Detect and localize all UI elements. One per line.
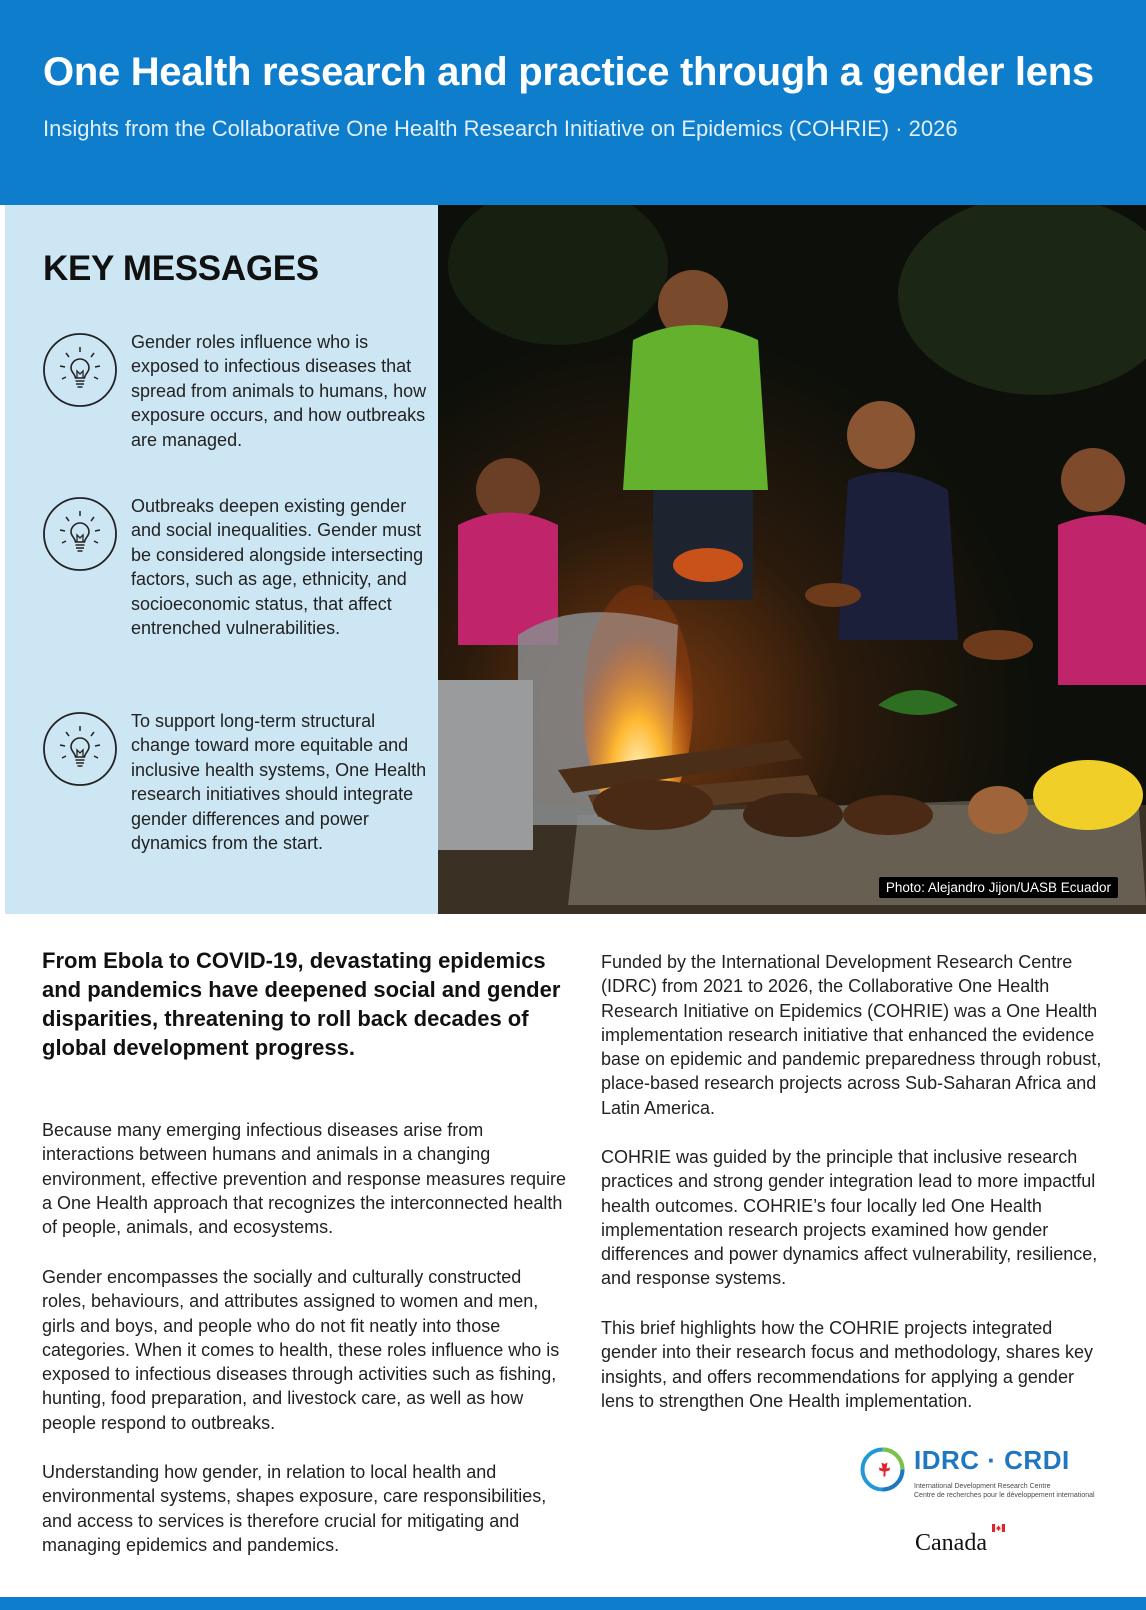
idrc-maple-leaf-icon bbox=[860, 1447, 905, 1492]
idrc-name-en: International Development Research Centre bbox=[914, 1483, 1051, 1490]
footer-bar bbox=[0, 1597, 1146, 1610]
header-banner bbox=[0, 0, 1146, 205]
cover-photo bbox=[438, 205, 1146, 914]
canada-wordmark bbox=[915, 1530, 987, 1557]
lightbulb-icon bbox=[40, 494, 120, 574]
body-paragraph: Understanding how gender, in relation to local health and environmental systems, shapes exposure, care responsibilities, and access to services is therefore crucial for mitigating and managing epidemics and pandemics. bbox=[42, 1462, 547, 1555]
canada-flag-icon bbox=[992, 1524, 1005, 1532]
body-paragraph: This brief highlights how the COHRIE projects integrated gender into their research focus and methodology, shares key insights, and offers recommendations for applying a gender lens to strengthen One Health implementation. bbox=[601, 1318, 1093, 1411]
body-paragraph: Funded by the International Development Research Centre (IDRC) from 2021 to 2026, the Collaborative One Health Research Initiative on Epidemics (COHRIE) was a One Health implementation research initiative that enhanced the evidence base on epidemic and pandemic preparedness through robust, place-based research projects across Sub-Saharan Africa and Latin America. bbox=[601, 952, 1102, 1118]
body-paragraph: Because many emerging infectious diseases arise from interactions between humans and animals in a changing environment, effective prevention and response measures require a One Health approach that recognizes the interconnected health of people, animals, and ecosystems. bbox=[42, 1120, 566, 1238]
key-messages-panel bbox=[5, 205, 438, 914]
lightbulb-icon bbox=[40, 330, 120, 410]
key-messages-heading: KEY MESSAGES bbox=[43, 249, 319, 288]
idrc-name-fr: Centre de recherches pour le développement international bbox=[914, 1492, 1095, 1499]
partner-logos bbox=[860, 1445, 1110, 1565]
lightbulb-icon bbox=[40, 709, 120, 789]
canada-wordmark-text: Canada bbox=[915, 1530, 987, 1556]
key-message-text: Outbreaks deepen existing gender and social inequalities. Gender must be considered alongside intersecting factors, such as age, ethnicity, and socioeconomic status, that affect entrenched vulnerabilities. bbox=[131, 496, 424, 639]
photo-credit: Photo: Alejandro Jijon/UASB Ecuador bbox=[879, 877, 1118, 898]
page-title: One Health research and practice through a gender lens bbox=[43, 50, 1094, 94]
page-subtitle: Insights from the Collaborative One Health Research Initiative on Epidemics (COHRIE) · 2026 bbox=[43, 116, 958, 141]
body-paragraph: COHRIE was guided by the principle that inclusive research practices and strong gender integration lead to more impactful health outcomes. COHRIE’s four locally led One Health implementation research projects examined how gender differences and power dynamics affect vulnerability, resilience, and response systems. bbox=[601, 1147, 1098, 1289]
key-message-text: Gender roles influence who is exposed to infectious diseases that spread from animals to humans, how exposure occurs, and how outbreaks are managed. bbox=[131, 332, 427, 450]
campfire-photo-illustration bbox=[438, 205, 1146, 914]
idrc-logo-text: IDRC · CRDI bbox=[914, 1445, 1070, 1475]
lead-statement: From Ebola to COVID-19, devastating epidemics and pandemics have deepened social and gender disparities, threatening to roll back decades of global development progress. bbox=[42, 948, 561, 1060]
body-paragraph: Gender encompasses the socially and culturally constructed roles, behaviours, and attributes assigned to women and men, girls and boys, and people who do not fit neatly into those categories. When it comes to health, these roles influence who is exposed to infectious diseases through activities such as fishing, hunting, food preparation, and livestock care, as well as how people respond to outbreaks. bbox=[42, 1267, 560, 1433]
key-message-text: To support long-term structural change toward more equitable and inclusive health systems, One Health research initiatives should integrate gender differences and power dynamics from the start. bbox=[131, 711, 427, 854]
